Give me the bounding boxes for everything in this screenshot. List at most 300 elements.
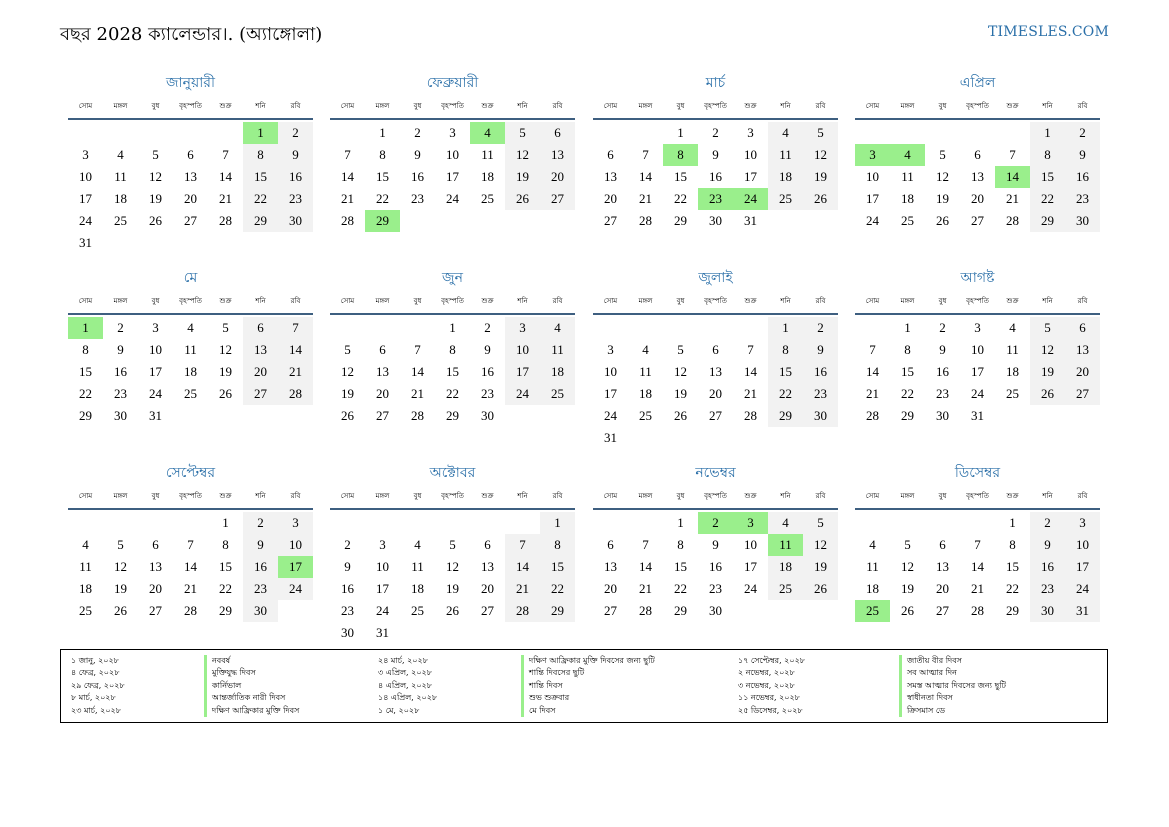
day-cell: 9 <box>243 534 278 556</box>
weekday-label: বৃহস্পতি <box>966 102 989 110</box>
day-cell: 22 <box>219 581 232 596</box>
day-cell: 27 <box>604 603 617 618</box>
day-cell: 25 <box>540 383 575 405</box>
weekday-label: রবি <box>290 297 301 305</box>
day-cell: 7 <box>278 317 313 339</box>
day-cell: 28 <box>866 408 879 423</box>
day-cell: 12 <box>341 364 354 379</box>
day-grid <box>855 512 1100 622</box>
day-cell: 19 <box>219 364 232 379</box>
day-cell: 27 <box>936 603 949 618</box>
day-cell: 30 <box>1065 210 1100 232</box>
day-cell: 27 <box>540 188 575 210</box>
day-cell: 15 <box>446 364 459 379</box>
day-cell: 19 <box>803 556 838 578</box>
weekday-label: বৃহস্পতি <box>704 492 727 500</box>
day-cell: 25 <box>79 603 92 618</box>
day-cell: 27 <box>243 383 278 405</box>
day-grid <box>855 122 1100 232</box>
month-name: মার্চ <box>705 75 726 91</box>
day-cell: 24 <box>971 386 984 401</box>
day-cell: 22 <box>376 191 389 206</box>
weekday-label: সোম <box>78 492 93 500</box>
day-cell: 23 <box>1030 578 1065 600</box>
weekday-label: মঙ্গল <box>113 492 128 500</box>
day-cell: 23 <box>243 578 278 600</box>
day-cell: 28 <box>278 383 313 405</box>
day-cell: 28 <box>1006 213 1019 228</box>
day-cell: 6 <box>607 537 614 552</box>
day-cell: 15 <box>674 169 687 184</box>
weekday-label: শুক্র <box>219 492 232 500</box>
day-cell: 20 <box>604 581 617 596</box>
weekday-label: সোম <box>340 492 355 500</box>
day-cell: 7 <box>187 537 194 552</box>
holiday-name: মে দিবস <box>521 705 655 717</box>
day-cell: 30 <box>709 603 722 618</box>
day-cell: 8 <box>82 342 89 357</box>
month-name: জুন <box>442 270 463 286</box>
day-cell: 16 <box>936 364 949 379</box>
weekday-label: রবি <box>290 102 301 110</box>
day-cell: 20 <box>936 581 949 596</box>
day-cell: 10 <box>744 147 757 162</box>
empty-cell <box>173 122 208 144</box>
day-cell: 8 <box>243 144 278 166</box>
day-cell: 16 <box>114 364 127 379</box>
weekday-label: বুধ <box>938 492 947 500</box>
day-cell: 4 <box>768 122 803 144</box>
weekday-header <box>330 289 575 315</box>
day-cell: 2 <box>484 320 491 335</box>
empty-cell <box>68 122 103 144</box>
weekday-label: সোম <box>865 297 880 305</box>
day-cell: 7 <box>414 342 421 357</box>
day-cell: 23 <box>411 191 424 206</box>
day-cell: 1 <box>222 515 229 530</box>
day-cell: 20 <box>376 386 389 401</box>
empty-cell <box>330 512 365 534</box>
month-name: মে <box>183 270 198 286</box>
day-cell: 26 <box>936 213 949 228</box>
day-cell: 24 <box>1065 578 1100 600</box>
day-cell: 31 <box>604 430 617 445</box>
day-cell: 13 <box>709 364 722 379</box>
day-cell: 10 <box>1065 534 1100 556</box>
day-cell: 28 <box>971 603 984 618</box>
day-cell: 29 <box>79 408 92 423</box>
day-cell: 25 <box>768 188 803 210</box>
weekday-label: শনি <box>1042 102 1053 110</box>
day-cell: 24 <box>278 578 313 600</box>
day-cell: 16 <box>481 364 494 379</box>
day-cell: 1 <box>379 125 386 140</box>
day-cell: 4 <box>540 317 575 339</box>
day-cell: 24 <box>79 213 92 228</box>
day-cell: 11 <box>901 169 914 184</box>
day-cell: 21 <box>1006 191 1019 206</box>
day-cell: 27 <box>376 408 389 423</box>
holiday-name-column <box>899 655 1006 717</box>
weekday-label: বৃহস্পতি <box>441 102 464 110</box>
day-cell: 19 <box>803 166 838 188</box>
empty-cell <box>593 512 628 534</box>
weekday-label: মঙ্গল <box>638 102 653 110</box>
day-cell: 11 <box>768 144 803 166</box>
holiday-date: ২৪ মার্চ, ২০২৮ <box>378 656 428 665</box>
weekday-label: সোম <box>78 297 93 305</box>
month-name: আগষ্ট <box>960 270 995 286</box>
weekday-label: রবি <box>1077 102 1088 110</box>
weekday-label: মঙ্গল <box>113 297 128 305</box>
day-cell: 29 <box>243 210 278 232</box>
weekday-header <box>68 484 313 510</box>
day-cell: 13 <box>1065 339 1100 361</box>
day-cell: 30 <box>278 210 313 232</box>
day-cell: 4 <box>1009 320 1016 335</box>
month-block <box>68 72 313 254</box>
holiday-name: স্বাধীনতা দিবস <box>899 692 1006 704</box>
day-cell: 6 <box>540 122 575 144</box>
weekday-header <box>330 484 575 510</box>
day-cell: 10 <box>744 537 757 552</box>
day-cell: 4 <box>642 342 649 357</box>
day-cell: 18 <box>901 191 914 206</box>
day-cell: 30 <box>481 408 494 423</box>
day-cell: 30 <box>936 408 949 423</box>
day-cell: 22 <box>79 386 92 401</box>
holiday-name: শান্তি দিবসের ছুটি <box>521 667 655 679</box>
day-cell: 2 <box>1030 512 1065 534</box>
day-cell: 3 <box>1065 512 1100 534</box>
weekday-label: মঙ্গল <box>375 102 390 110</box>
day-cell: 18 <box>411 581 424 596</box>
day-cell: 14 <box>278 339 313 361</box>
day-cell: 19 <box>505 166 540 188</box>
weekday-label: বুধ <box>151 102 160 110</box>
weekday-label: রবি <box>815 102 826 110</box>
weekday-label: বুধ <box>938 102 947 110</box>
day-cell: 17 <box>446 169 459 184</box>
holiday-day-cell: 17 <box>278 556 313 578</box>
day-cell: 20 <box>243 361 278 383</box>
weekday-label: সোম <box>78 102 93 110</box>
day-cell: 6 <box>1065 317 1100 339</box>
day-cell: 1 <box>904 320 911 335</box>
day-cell: 30 <box>709 213 722 228</box>
weekday-label: মঙ্গল <box>375 297 390 305</box>
day-cell: 27 <box>1065 383 1100 405</box>
weekday-label: রবি <box>1077 492 1088 500</box>
day-cell: 25 <box>768 578 803 600</box>
day-cell: 16 <box>709 169 722 184</box>
weekday-label: শনি <box>517 297 528 305</box>
day-grid <box>593 512 838 622</box>
day-cell: 18 <box>114 191 127 206</box>
weekday-header <box>593 289 838 315</box>
day-cell: 18 <box>768 166 803 188</box>
day-cell: 9 <box>803 339 838 361</box>
month-block <box>593 72 838 232</box>
day-cell: 23 <box>1065 188 1100 210</box>
day-cell: 27 <box>184 213 197 228</box>
holiday-name: নববর্ষ <box>204 655 299 667</box>
month-block <box>330 267 575 427</box>
page-title: বছর 2028 ক্যালেন্ডার।. (অ্যাঙ্গোলা) <box>60 24 323 45</box>
empty-cell <box>593 122 628 144</box>
day-cell: 19 <box>674 386 687 401</box>
weekday-label: মঙ্গল <box>900 297 915 305</box>
day-cell: 14 <box>411 364 424 379</box>
empty-cell <box>995 122 1030 144</box>
day-cell: 1 <box>1030 122 1065 144</box>
weekday-label: বৃহস্পতি <box>179 297 202 305</box>
day-cell: 22 <box>243 188 278 210</box>
day-cell: 24 <box>149 386 162 401</box>
day-cell: 27 <box>709 408 722 423</box>
day-cell: 6 <box>974 147 981 162</box>
empty-cell <box>890 122 925 144</box>
day-cell: 23 <box>278 188 313 210</box>
day-cell: 28 <box>341 213 354 228</box>
day-grid <box>593 317 838 449</box>
day-cell: 5 <box>222 320 229 335</box>
day-cell: 24 <box>505 383 540 405</box>
day-cell: 26 <box>341 408 354 423</box>
day-cell: 7 <box>505 534 540 556</box>
day-cell: 11 <box>411 559 424 574</box>
day-cell: 25 <box>481 191 494 206</box>
day-cell: 14 <box>866 364 879 379</box>
day-cell: 20 <box>540 166 575 188</box>
day-cell: 11 <box>1006 342 1019 357</box>
day-cell: 19 <box>149 191 162 206</box>
weekday-label: মঙ্গল <box>900 102 915 110</box>
day-cell: 28 <box>744 408 757 423</box>
empty-cell <box>925 512 960 534</box>
day-cell: 8 <box>222 537 229 552</box>
holiday-date: ২ নভেম্বর, ২০২৮ <box>738 668 795 678</box>
day-cell: 13 <box>243 339 278 361</box>
day-cell: 17 <box>1065 556 1100 578</box>
day-cell: 23 <box>803 383 838 405</box>
day-cell: 8 <box>1009 537 1016 552</box>
day-cell: 6 <box>379 342 386 357</box>
day-cell: 29 <box>674 603 687 618</box>
day-grid <box>855 317 1100 427</box>
day-cell: 11 <box>540 339 575 361</box>
day-cell: 17 <box>744 559 757 574</box>
empty-cell <box>138 512 173 534</box>
day-cell: 18 <box>639 386 652 401</box>
day-cell: 13 <box>604 169 617 184</box>
holiday-day-cell: 1 <box>243 122 278 144</box>
day-cell: 2 <box>939 320 946 335</box>
day-cell: 5 <box>1030 317 1065 339</box>
day-cell: 2 <box>712 125 719 140</box>
weekday-label: বৃহস্পতি <box>179 102 202 110</box>
day-cell: 10 <box>79 169 92 184</box>
month-block <box>68 462 313 622</box>
weekday-label: রবি <box>552 492 563 500</box>
day-cell: 29 <box>768 405 803 427</box>
empty-cell <box>733 317 768 339</box>
holiday-date: ১ জানু, ২০২৮ <box>71 656 119 665</box>
day-cell: 27 <box>481 603 494 618</box>
empty-cell <box>208 122 243 144</box>
month-name: জুলাই <box>698 270 733 286</box>
empty-cell <box>138 122 173 144</box>
month-block <box>855 72 1100 232</box>
day-cell: 30 <box>114 408 127 423</box>
weekday-label: বৃহস্পতি <box>179 492 202 500</box>
day-cell: 5 <box>803 512 838 534</box>
day-cell: 18 <box>184 364 197 379</box>
day-cell: 29 <box>446 408 459 423</box>
month-block <box>330 462 575 644</box>
day-cell: 22 <box>901 386 914 401</box>
weekday-label: মঙ্গল <box>375 492 390 500</box>
weekday-label: শনি <box>517 102 528 110</box>
day-grid <box>593 122 838 232</box>
day-cell: 7 <box>642 147 649 162</box>
weekday-label: বুধ <box>413 297 422 305</box>
empty-cell <box>173 512 208 534</box>
day-cell: 19 <box>901 581 914 596</box>
day-cell: 12 <box>901 559 914 574</box>
day-cell: 31 <box>376 625 389 640</box>
day-cell: 14 <box>219 169 232 184</box>
empty-cell <box>628 512 663 534</box>
day-cell: 13 <box>540 144 575 166</box>
empty-cell <box>855 122 890 144</box>
day-cell: 17 <box>505 361 540 383</box>
day-cell: 30 <box>1030 600 1065 622</box>
weekday-label: বৃহস্পতি <box>704 102 727 110</box>
day-cell: 26 <box>803 188 838 210</box>
day-cell: 8 <box>540 534 575 556</box>
holiday-date: ১১ নভেম্বর, ২০২৮ <box>738 693 800 703</box>
month-block <box>68 267 313 427</box>
day-cell: 7 <box>869 342 876 357</box>
day-cell: 12 <box>674 364 687 379</box>
weekday-label: মঙ্গল <box>900 492 915 500</box>
weekday-label: শুক্র <box>744 297 757 305</box>
month-name: ফেব্রুয়ারী <box>426 75 479 91</box>
weekday-label: মঙ্গল <box>638 297 653 305</box>
day-cell: 26 <box>505 188 540 210</box>
day-cell: 21 <box>639 191 652 206</box>
day-cell: 20 <box>1065 361 1100 383</box>
day-cell: 6 <box>152 537 159 552</box>
day-cell: 24 <box>604 408 617 423</box>
day-cell: 25 <box>184 386 197 401</box>
holiday-name-column <box>204 655 299 717</box>
day-cell: 3 <box>974 320 981 335</box>
day-cell: 16 <box>803 361 838 383</box>
day-cell: 10 <box>446 147 459 162</box>
month-block <box>593 462 838 622</box>
day-cell: 31 <box>79 235 92 250</box>
holiday-date-column <box>738 655 805 717</box>
day-cell: 21 <box>866 386 879 401</box>
holiday-day-cell: 4 <box>890 144 925 166</box>
day-cell: 9 <box>278 144 313 166</box>
empty-cell <box>628 317 663 339</box>
empty-cell <box>925 122 960 144</box>
day-cell: 15 <box>768 361 803 383</box>
holiday-day-cell: 23 <box>698 188 733 210</box>
day-cell: 27 <box>149 603 162 618</box>
day-cell: 30 <box>341 625 354 640</box>
day-cell: 29 <box>674 213 687 228</box>
month-block <box>855 267 1100 427</box>
holiday-day-cell: 24 <box>733 188 768 210</box>
day-cell: 20 <box>184 191 197 206</box>
day-cell: 24 <box>744 581 757 596</box>
day-grid <box>330 317 575 427</box>
day-cell: 12 <box>505 144 540 166</box>
day-cell: 9 <box>414 147 421 162</box>
day-cell: 19 <box>114 581 127 596</box>
day-cell: 10 <box>278 534 313 556</box>
day-cell: 6 <box>484 537 491 552</box>
day-cell: 13 <box>376 364 389 379</box>
day-cell: 14 <box>184 559 197 574</box>
day-cell: 24 <box>446 191 459 206</box>
day-cell: 16 <box>411 169 424 184</box>
day-cell: 20 <box>149 581 162 596</box>
empty-cell <box>435 512 470 534</box>
weekday-label: শনি <box>1042 297 1053 305</box>
weekday-label: বৃহস্পতি <box>441 492 464 500</box>
day-cell: 7 <box>974 537 981 552</box>
empty-cell <box>400 512 435 534</box>
empty-cell <box>960 122 995 144</box>
day-cell: 4 <box>117 147 124 162</box>
empty-cell <box>698 317 733 339</box>
day-cell: 26 <box>901 603 914 618</box>
holiday-day-cell: 8 <box>663 144 698 166</box>
holiday-date: ৮ মার্চ, ২০২৮ <box>71 693 116 703</box>
weekday-label: রবি <box>290 492 301 500</box>
day-cell: 6 <box>607 147 614 162</box>
day-cell: 14 <box>505 556 540 578</box>
day-cell: 2 <box>414 125 421 140</box>
site-link[interactable]: TIMESLES.COM <box>988 24 1109 40</box>
weekday-label: সোম <box>603 297 618 305</box>
day-cell: 13 <box>184 169 197 184</box>
day-cell: 2 <box>344 537 351 552</box>
day-cell: 5 <box>677 342 684 357</box>
weekday-label: রবি <box>1077 297 1088 305</box>
day-cell: 15 <box>674 559 687 574</box>
day-cell: 20 <box>709 386 722 401</box>
day-grid <box>68 512 313 622</box>
weekday-label: শুক্র <box>1006 492 1019 500</box>
day-cell: 8 <box>379 147 386 162</box>
day-cell: 17 <box>79 191 92 206</box>
day-cell: 3 <box>607 342 614 357</box>
day-cell: 21 <box>639 581 652 596</box>
weekday-header <box>330 94 575 120</box>
day-grid <box>330 512 575 644</box>
months-container <box>68 72 1102 640</box>
day-cell: 9 <box>712 147 719 162</box>
empty-cell <box>505 512 540 534</box>
weekday-label: শুক্র <box>744 492 757 500</box>
weekday-label: বুধ <box>413 102 422 110</box>
